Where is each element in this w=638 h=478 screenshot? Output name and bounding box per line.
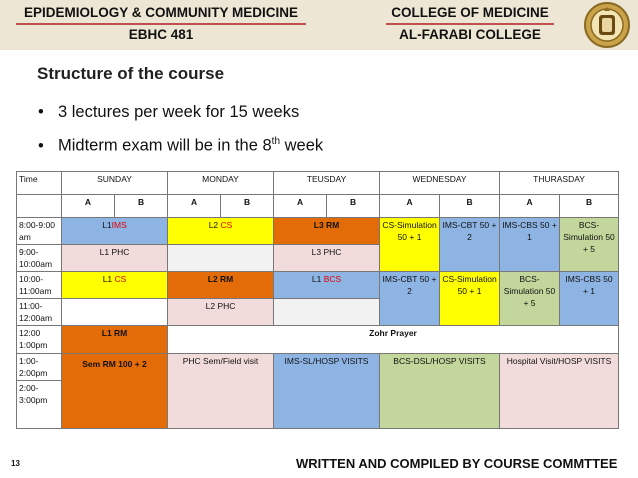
time-slot-row [17,218,619,245]
session-cell: Sem RM 100 + 2 [62,354,168,429]
empty-cell [17,195,62,218]
session-subject: BCS [323,274,342,284]
session-cell: CS-Simulation 50 + 1 [380,218,440,272]
session-cell: Hospital Visit/HOSP VISITS [500,354,619,429]
time-slot-label: 8:00-9:00 am [17,218,62,245]
group-header: B [221,195,274,218]
session-text: L1 [102,274,115,284]
group-header: B [560,195,619,218]
group-header: B [115,195,168,218]
session-cell [62,272,168,299]
time-slot-row [17,272,619,299]
page-number: 13 [11,459,20,468]
time-slot-row [17,354,619,381]
session-cell: CS-Simulation 50 + 1 [440,272,500,326]
day-header: SUNDAY [62,172,168,195]
college-subname: AL-FARABI COLLEGE [399,27,541,42]
group-header: A [274,195,327,218]
empty-cell [168,245,274,272]
day-header: MONDAY [168,172,274,195]
day-header-row [17,172,619,195]
session-cell: L2 PHC [168,299,274,326]
group-header: A [62,195,115,218]
course-info [12,4,310,44]
college-info [384,4,556,44]
session-text: L1 [102,220,112,230]
bullet-icon: • [38,103,44,121]
session-subject: CS [220,220,233,230]
session-text: L1 [311,274,324,284]
session-cell: L3 PHC [274,245,380,272]
time-slot-label: 2:00-3:00pm [17,381,62,429]
session-cell: IMS-CBT 50 + 2 [440,218,500,272]
session-cell [62,218,168,245]
empty-cell [274,299,380,326]
session-cell: IMS-SL/HOSP VISITS [274,354,380,429]
footer-credit: WRITTEN AND COMPILED BY COURSE COMMTTEE [296,456,618,471]
session-cell [274,272,380,299]
session-cell: L2 RM [168,272,274,299]
session-cell: IMS-CBS 50 + 1 [500,218,560,272]
prayer-break-cell: Zohr Prayer [168,326,619,354]
department-name: EPIDEMIOLOGY & COMMUNITY MEDICINE [23,5,299,20]
time-slot-label: 1:00-2:00pm [17,354,62,381]
group-header: A [380,195,440,218]
session-cell: PHC Sem/Field visit [168,354,274,429]
time-slot-label: 9:00-10:00am [17,245,62,272]
bullet-item [38,127,323,161]
slide-title: Structure of the course [37,64,225,83]
session-subject: CS [114,274,127,284]
time-slot-label: 12:00 1:00pm [17,326,62,354]
session-cell: L3 RM [274,218,380,245]
college-logo-icon [583,1,631,49]
group-header-row [17,195,619,218]
ordinal-suffix: th [271,136,281,147]
session-subject: IMS [111,220,127,230]
schedule-table [16,171,619,429]
bullet-icon: • [38,136,44,155]
empty-cell [62,299,168,326]
session-cell: BCS-Simulation 50 + 5 [560,218,619,272]
bullet-list [38,98,323,161]
group-header: A [500,195,560,218]
bullet-text-end: week [280,136,324,155]
day-header: THURASDAY [500,172,619,195]
session-cell: L1 RM [62,326,168,354]
session-cell: IMS-CBT 50 + 2 [380,272,440,326]
day-header: WEDNESDAY [380,172,500,195]
bullet-text: Midterm exam will be in the 8 [58,136,272,155]
bullet-item [38,98,323,127]
slide-header [0,0,638,50]
session-cell: L1 PHC [62,245,168,272]
session-cell [168,218,274,245]
header-divider [16,23,306,25]
time-slot-label: 10:00-11:00am [17,272,62,299]
day-header: TEUSDAY [274,172,380,195]
time-header: Time [17,172,62,195]
college-name: COLLEGE OF MEDICINE [391,5,549,20]
bullet-text: 3 lectures per week for 15 weeks [58,103,300,121]
session-cell: IMS-CBS 50 + 1 [560,272,619,326]
group-header: B [440,195,500,218]
course-code: EBHC 481 [128,27,194,42]
header-divider [386,23,554,25]
time-slot-label: 11:00-12:00am [17,299,62,326]
session-text: L2 [208,220,221,230]
session-cell: BCS-Simulation 50 + 5 [500,272,560,326]
group-header: B [327,195,380,218]
time-slot-row [17,326,619,354]
session-cell: BCS-DSL/HOSP VISITS [380,354,500,429]
group-header: A [168,195,221,218]
